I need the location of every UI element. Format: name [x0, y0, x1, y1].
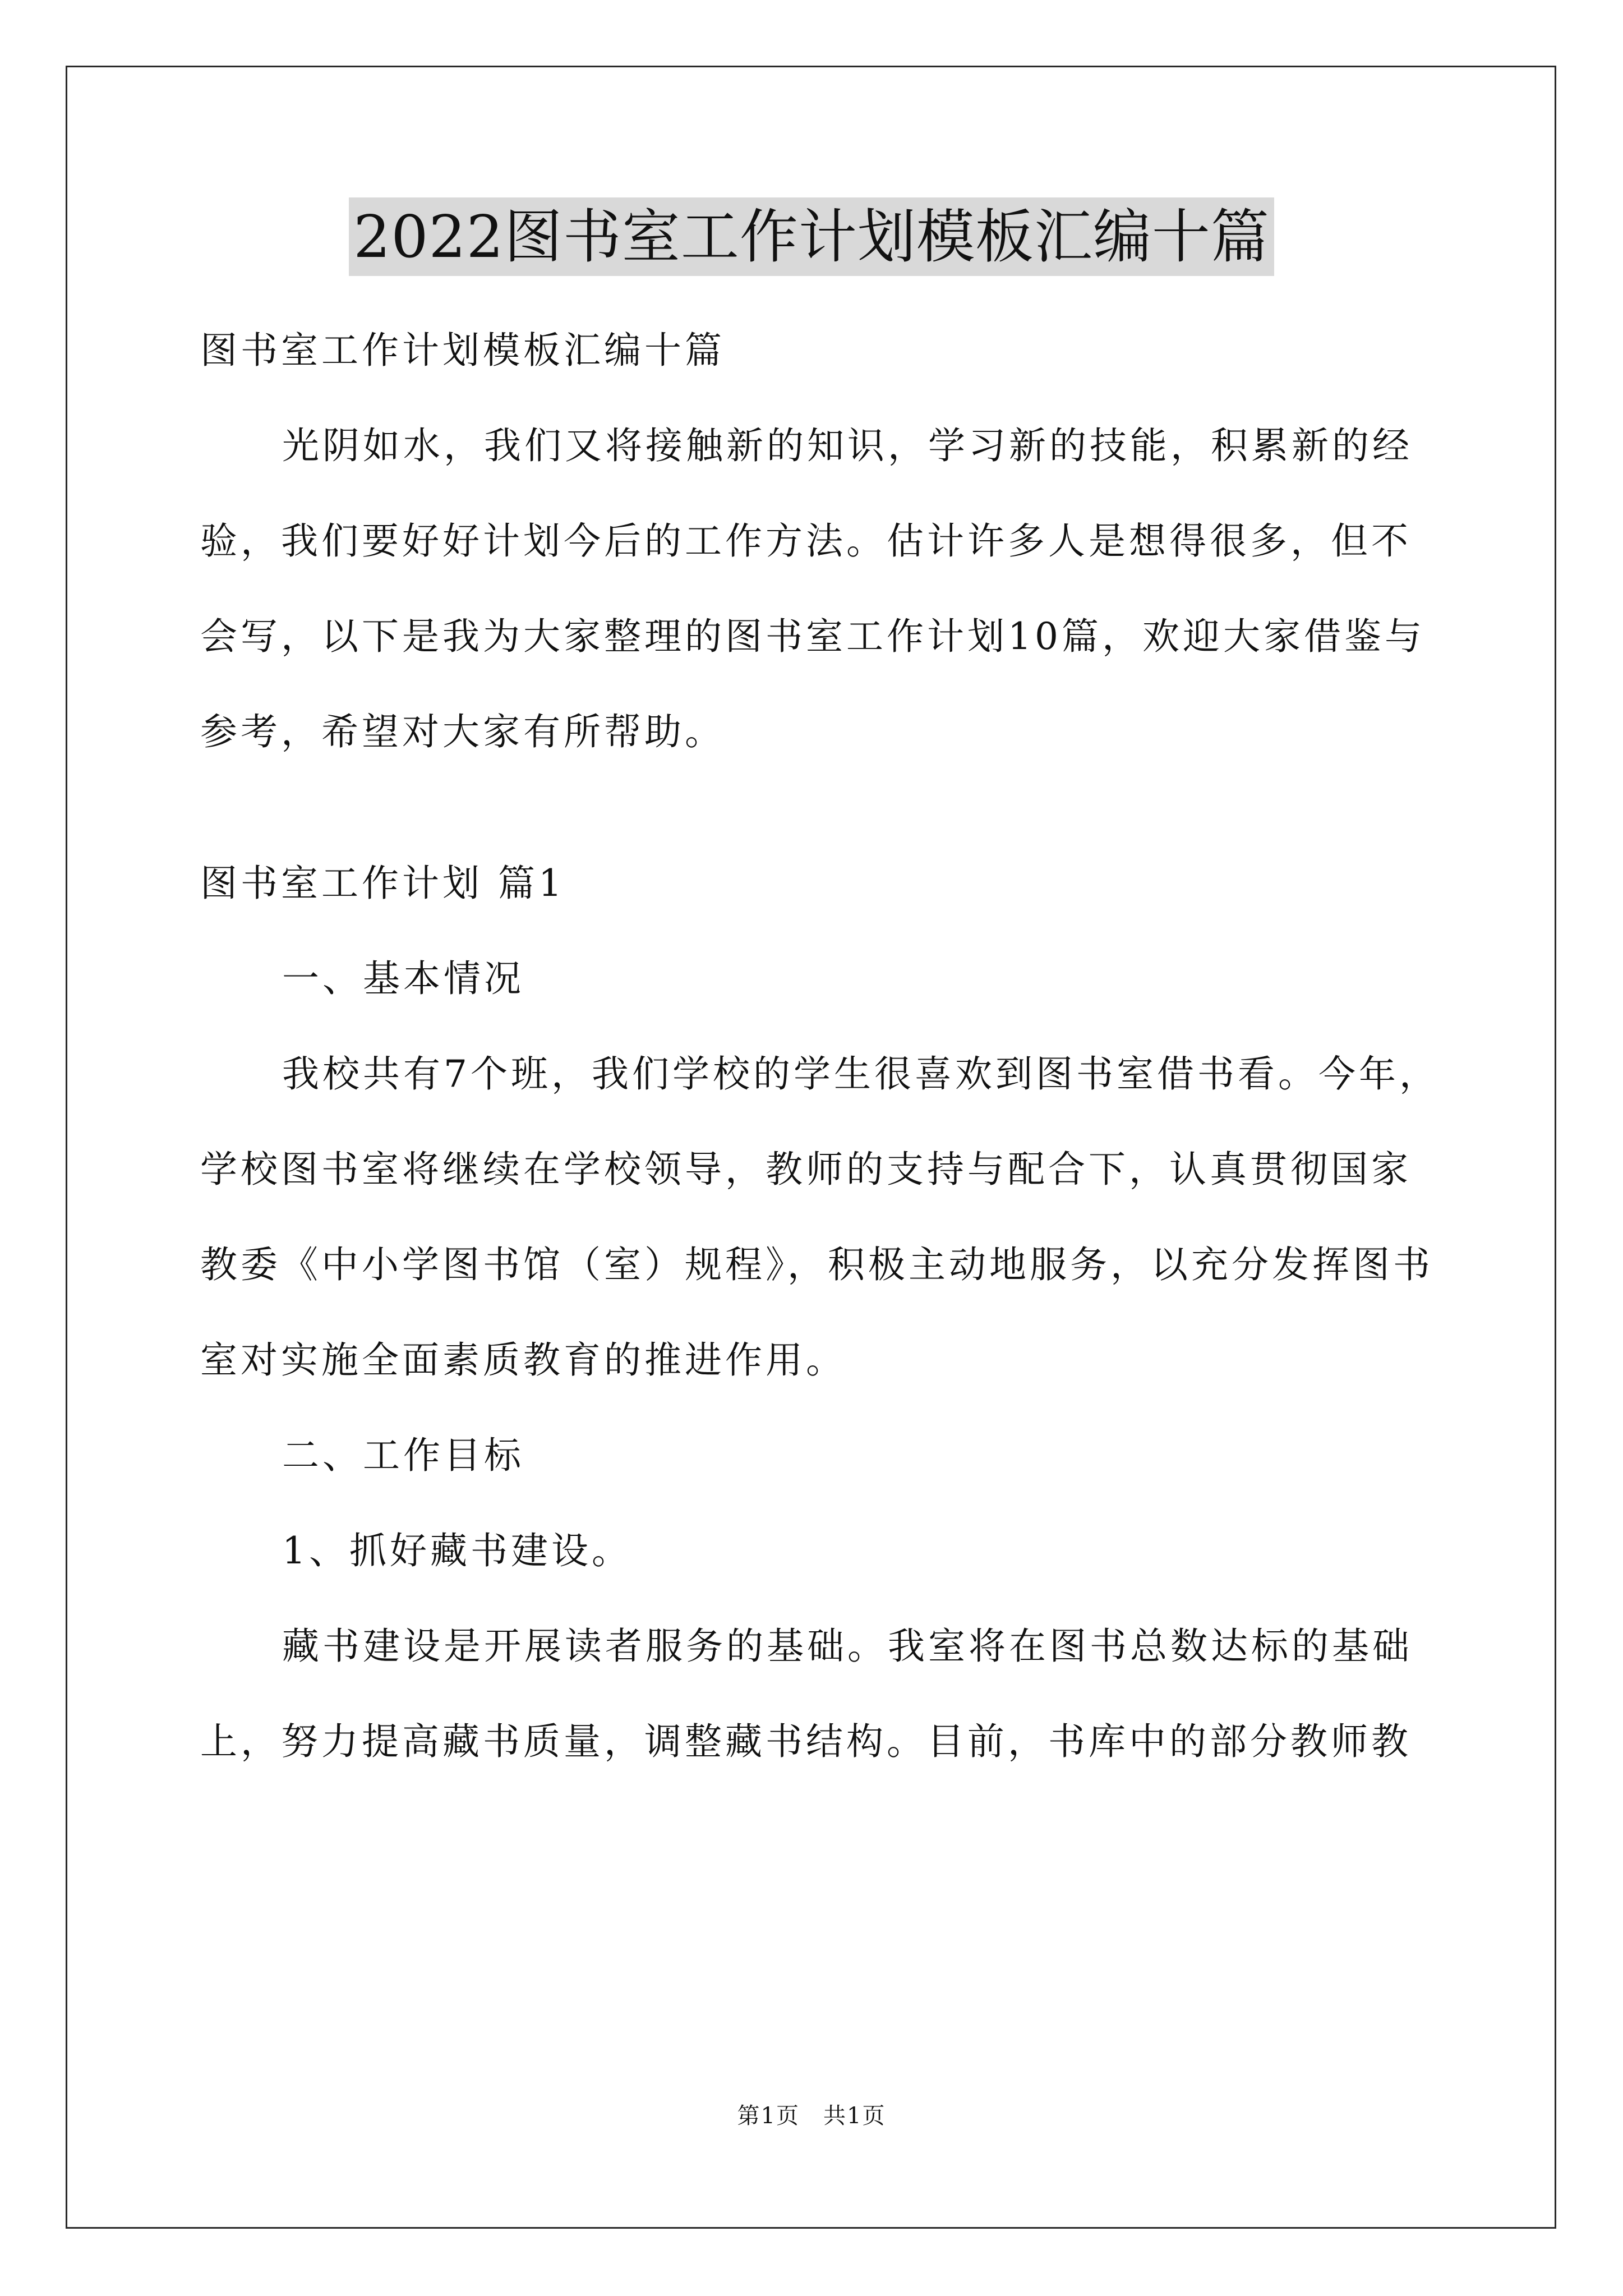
intro-line: 验，我们要好好计划今后的工作方法。估计许多人是想得很多，但不: [200, 519, 1412, 563]
body-line: 教委《中小学图书馆（室）规程》，积极主动地服务，以充分发挥图书: [200, 1243, 1433, 1286]
body-line: 上，努力提高藏书质量，调整藏书结构。目前，书库中的部分教师教: [200, 1720, 1412, 1763]
intro-line: 参考，希望对大家有所帮助。: [200, 710, 725, 753]
intro-line: 会写，以下是我为大家整理的图书室工作计划10篇，欢迎大家借鉴与: [200, 615, 1425, 658]
body-line: 我校共有7个班，我们学校的学生很喜欢到图书室借书看。今年，: [282, 1052, 1440, 1096]
subsection-heading: 一、基本情况: [282, 957, 524, 1000]
body-line: 学校图书室将继续在学校领导，教师的支持与配合下，认真贯彻国家: [200, 1148, 1412, 1191]
intro-line: 光阴如水，我们又将接触新的知识，学习新的技能，积累新的经: [282, 424, 1413, 467]
page-footer: 第1页 共1页: [737, 2103, 886, 2129]
document-body: [200, 303, 1440, 1789]
subsection-heading: 二、工作目标: [282, 1434, 524, 1477]
paragraph-gap: [200, 780, 1423, 836]
body-line: 藏书建设是开展读者服务的基础。我室将在图书总数达标的基础: [282, 1625, 1413, 1668]
list-item-heading: 1、抓好藏书建设。: [282, 1529, 632, 1572]
subtitle-line: 图书室工作计划模板汇编十篇: [200, 329, 725, 372]
section-heading: 图书室工作计划 篇1: [200, 862, 565, 905]
document-title: 2022图书室工作计划模板汇编十篇: [349, 197, 1274, 276]
body-line: 室对实施全面素质教育的推进作用。: [200, 1338, 846, 1382]
title-container: [0, 197, 1623, 276]
